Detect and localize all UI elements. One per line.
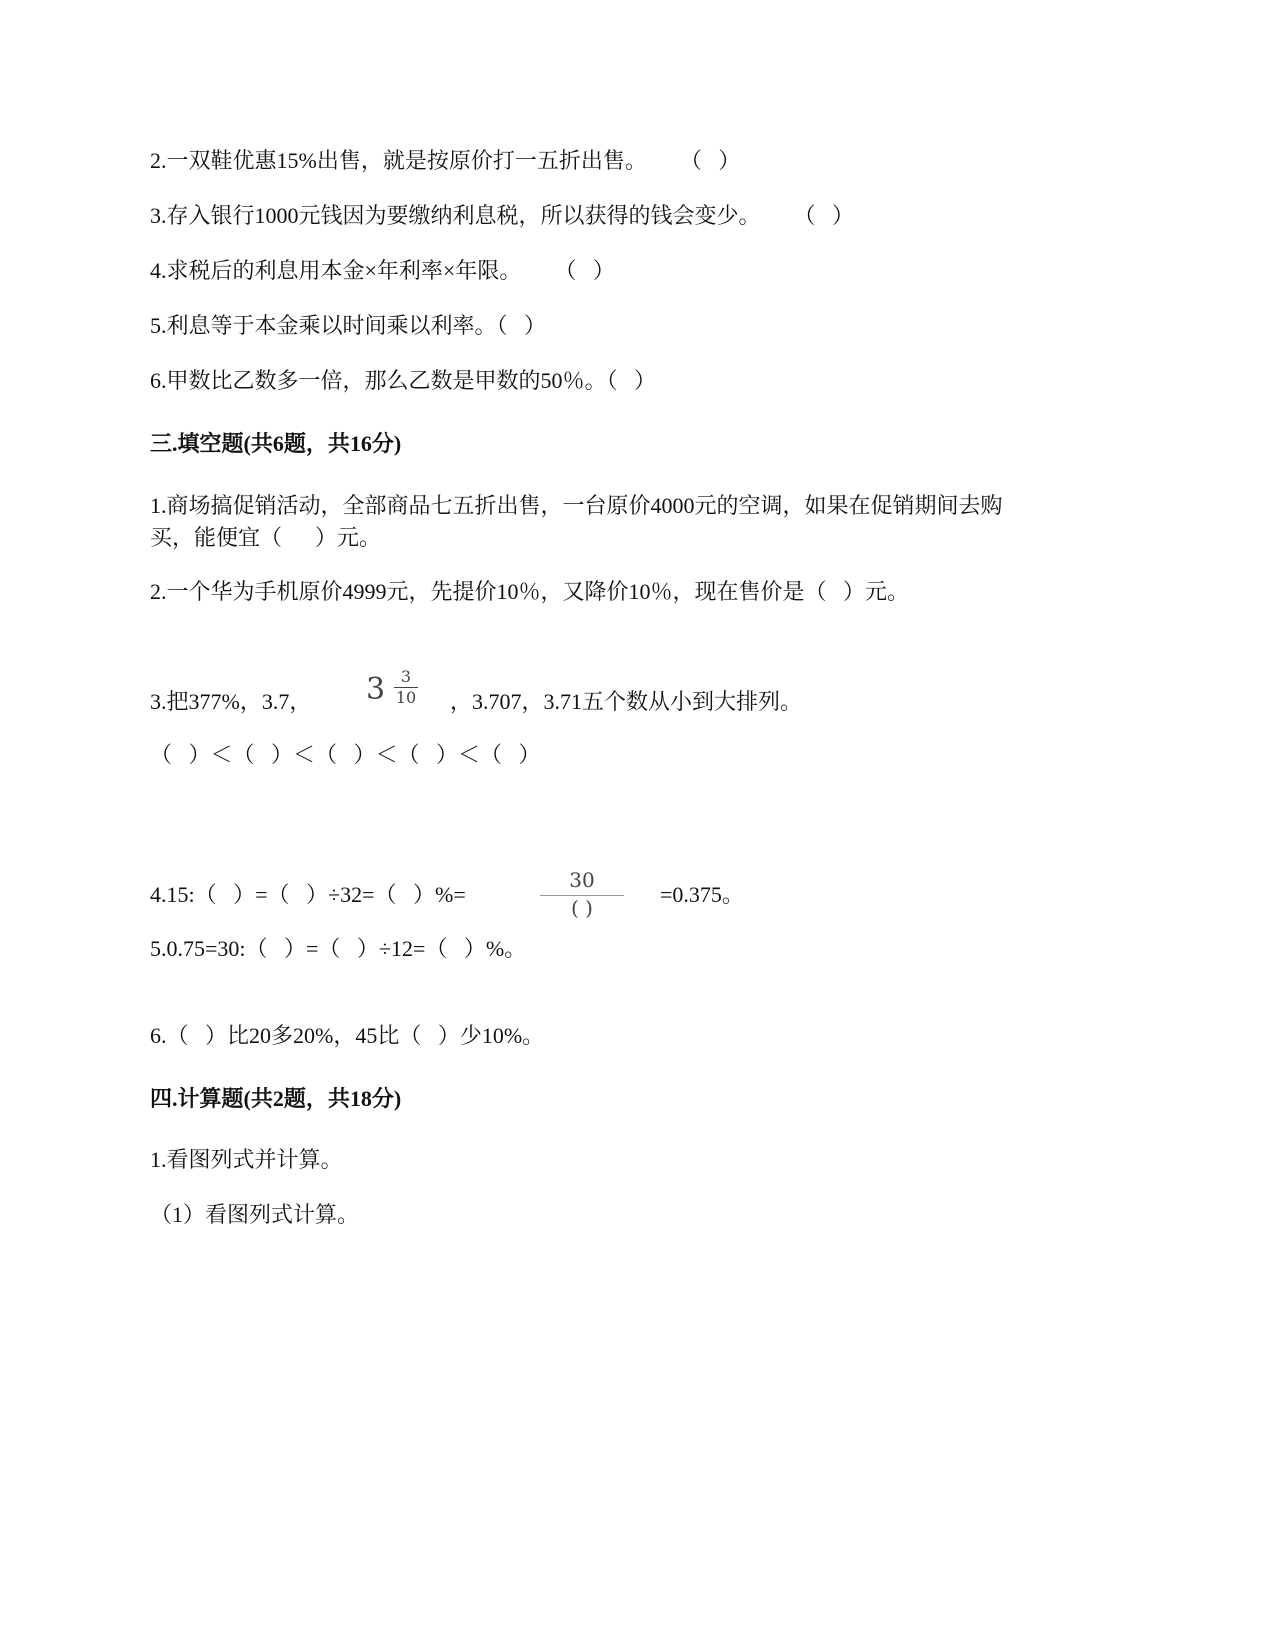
fraction-denominator-blank: ( ) xyxy=(571,896,593,920)
fraction-numerator: 30 xyxy=(569,868,595,892)
judgment-question-6: 6.甲数比乙数多一倍，那么乙数是甲数的50％。（ ） xyxy=(150,368,657,393)
fill-question-4-part-1: 4.15:（ ）=（ ）÷32=（ ）%= xyxy=(150,882,466,907)
mixed-fraction-numerator: 3 xyxy=(400,667,412,686)
fill-question-6: 6.（ ）比20多20%，45比（ ）少10%。 xyxy=(150,1023,545,1048)
fill-question-3-part-1: 3.把377%，3.7， xyxy=(150,689,312,714)
fill-question-3-part-2: ，3.707，3.71五个数从小到大排列。 xyxy=(450,689,803,714)
mixed-fraction xyxy=(366,668,426,716)
judgment-question-4: 4.求税后的利息用本金×年利率×年限。 （ ） xyxy=(150,258,615,283)
calc-question-1: 1.看图列式并计算。 xyxy=(150,1147,343,1172)
fill-question-4-part-2: =0.375。 xyxy=(660,882,744,907)
mixed-fraction-whole: 3 xyxy=(366,672,386,707)
mixed-fraction-denominator: 10 xyxy=(395,688,417,707)
judgment-question-3: 3.存入银行1000元钱因为要缴纳利息税，所以获得的钱会变少。 （ ） xyxy=(150,203,855,228)
section-heading-fill-in: 三.填空题(共6题，共16分) xyxy=(150,431,402,456)
judgment-question-5: 5.利息等于本金乘以时间乘以利率。（ ） xyxy=(150,313,547,338)
fill-question-5: 5.0.75=30:（ ）=（ ）÷12=（ ）%。 xyxy=(150,936,527,961)
fill-question-1-line-2: 买，能便宜（ ）元。 xyxy=(150,525,382,550)
section-heading-calculation: 四.计算题(共2题，共18分) xyxy=(150,1086,402,1111)
judgment-question-2: 2.一双鞋优惠15%出售，就是按原价打一五折出售。 （ ） xyxy=(150,148,741,173)
fill-question-3-answer-blanks: （ ）＜（ ）＜（ ）＜（ ）＜（ ） xyxy=(150,742,541,767)
fill-question-2: 2.一个华为手机原价4999元，先提价10％，又降价10％，现在售价是（ ）元。 xyxy=(150,579,910,604)
calc-question-1-sub-1: （1）看图列式计算。 xyxy=(150,1202,360,1227)
fill-question-1-line-1: 1.商场搞促销活动，全部商品七五折出售，一台原价4000元的空调，如果在促销期间去购 xyxy=(150,493,1003,518)
fraction-30-over-blank xyxy=(540,868,624,924)
